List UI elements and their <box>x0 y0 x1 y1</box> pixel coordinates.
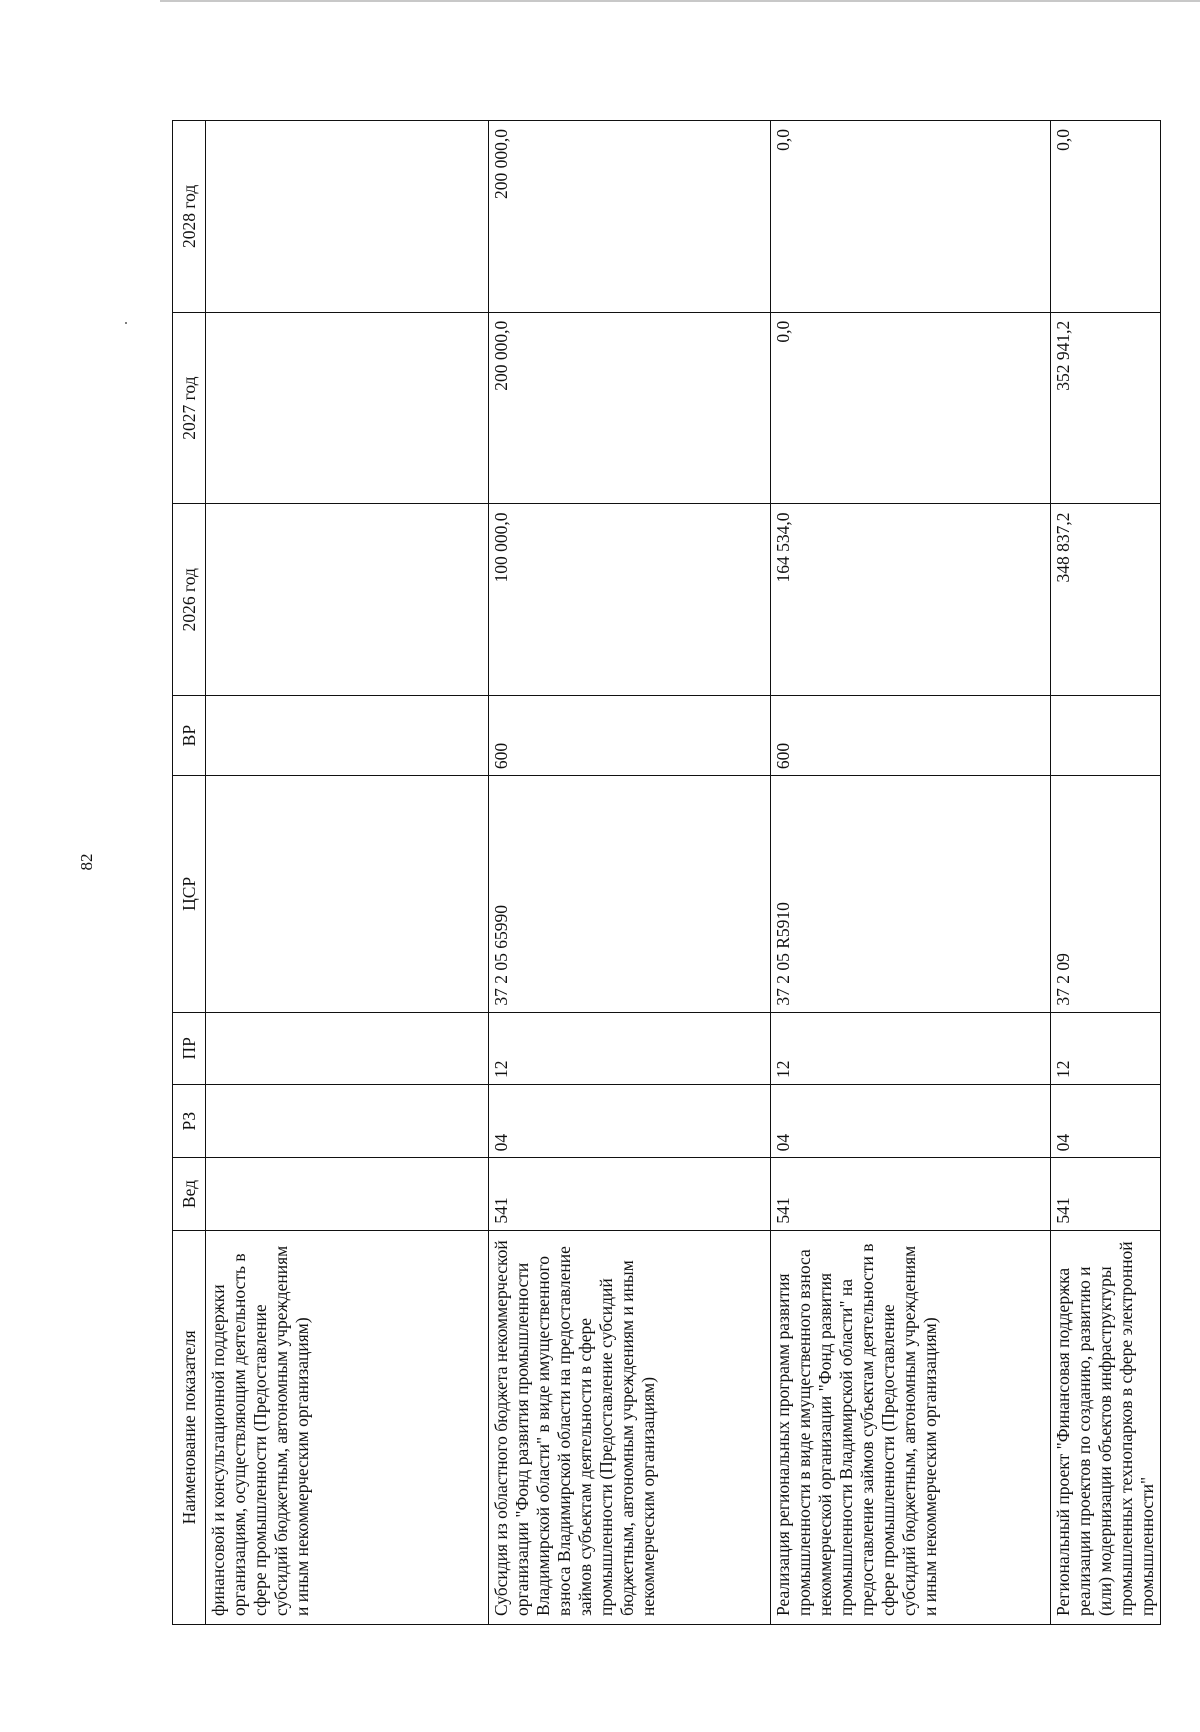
cell-2027: 200 000,0 <box>489 312 771 504</box>
cell-name: Субсидия из областного бюджета некоммерческой организации "Фонд развития промышленности Владимирской области" в виде имущественного взноса Владимирской области на предоставление займов субъектам деятельности в сфере промышленности (Предоставление субсидий бюджетным, автономным учреждениям и иным некоммерческим организациям) <box>489 1230 771 1624</box>
cell-csr: 37 2 05 65990 <box>489 776 771 1013</box>
cell-2026 <box>206 504 489 696</box>
header-rz: РЗ <box>173 1084 206 1157</box>
scan-speck <box>125 322 127 324</box>
header-2027: 2027 год <box>173 312 206 504</box>
cell-name: Реализация региональных программ развития промышленности в виде имущественного взноса некоммерческой организации "Фонд развития промышленности Владимирской области" на предоставление займов субъектам деятельности в сфере промышленности (Предоставление субсидий бюджетным, автономным учреждениям и иным некоммерческим организациям) <box>771 1230 1051 1624</box>
page-number: 82 <box>77 853 96 871</box>
cell-vr: 600 <box>489 696 771 776</box>
cell-vr <box>1051 696 1161 776</box>
cell-csr <box>206 776 489 1013</box>
cell-pr: 12 <box>489 1012 771 1084</box>
table-row <box>489 121 771 1625</box>
table-row <box>206 121 489 1625</box>
header-pr: ПР <box>173 1012 206 1084</box>
budget-table-container <box>172 120 1157 1625</box>
cell-2027 <box>206 312 489 504</box>
cell-rz: 04 <box>489 1084 771 1157</box>
cell-2026: 348 837,2 <box>1051 504 1161 696</box>
cell-pr: 12 <box>1051 1012 1161 1084</box>
cell-2028: 0,0 <box>1051 121 1161 313</box>
header-row <box>173 121 206 1625</box>
table-row <box>771 121 1051 1625</box>
cell-2028 <box>206 121 489 313</box>
table-row <box>1051 121 1161 1625</box>
cell-2026: 164 534,0 <box>771 504 1051 696</box>
header-csr: ЦСР <box>173 776 206 1013</box>
cell-2027: 0,0 <box>771 312 1051 504</box>
cell-ved: 541 <box>771 1158 1051 1230</box>
cell-2027: 352 941,2 <box>1051 312 1161 504</box>
cell-name: финансовой и консультационной поддержки организациям, осуществляющим деятельность в сфере промышленности (Предоставление субсидий бюджетным, автономным учреждениям и иным некоммерческим организациям) <box>206 1230 489 1624</box>
cell-vr: 600 <box>771 696 1051 776</box>
header-ved: Вед <box>173 1158 206 1230</box>
cell-ved <box>206 1158 489 1230</box>
cell-pr: 12 <box>771 1012 1051 1084</box>
cell-csr: 37 2 09 <box>1051 776 1161 1013</box>
cell-rz: 04 <box>1051 1084 1161 1157</box>
cell-name: Региональный проект "Финансовая поддержка реализации проектов по созданию, развитию и (или) модернизации объектов инфраструктуры промышленных технопарков в сфере электронной промышленности" <box>1051 1230 1161 1624</box>
cell-2028: 200 000,0 <box>489 121 771 313</box>
header-2026: 2026 год <box>173 504 206 696</box>
cell-ved: 541 <box>1051 1158 1161 1230</box>
cell-pr <box>206 1012 489 1084</box>
budget-table-rotated <box>172 120 1157 1625</box>
header-2028: 2028 год <box>173 121 206 313</box>
cell-rz: 04 <box>771 1084 1051 1157</box>
cell-2028: 0,0 <box>771 121 1051 313</box>
budget-table <box>172 120 1161 1625</box>
cell-vr <box>206 696 489 776</box>
cell-2026: 100 000,0 <box>489 504 771 696</box>
cell-csr: 37 2 05 R5910 <box>771 776 1051 1013</box>
cell-rz <box>206 1084 489 1157</box>
cell-ved: 541 <box>489 1158 771 1230</box>
header-name: Наименование показателя <box>173 1230 206 1624</box>
header-vr: ВР <box>173 696 206 776</box>
scan-edge <box>160 0 1200 2</box>
